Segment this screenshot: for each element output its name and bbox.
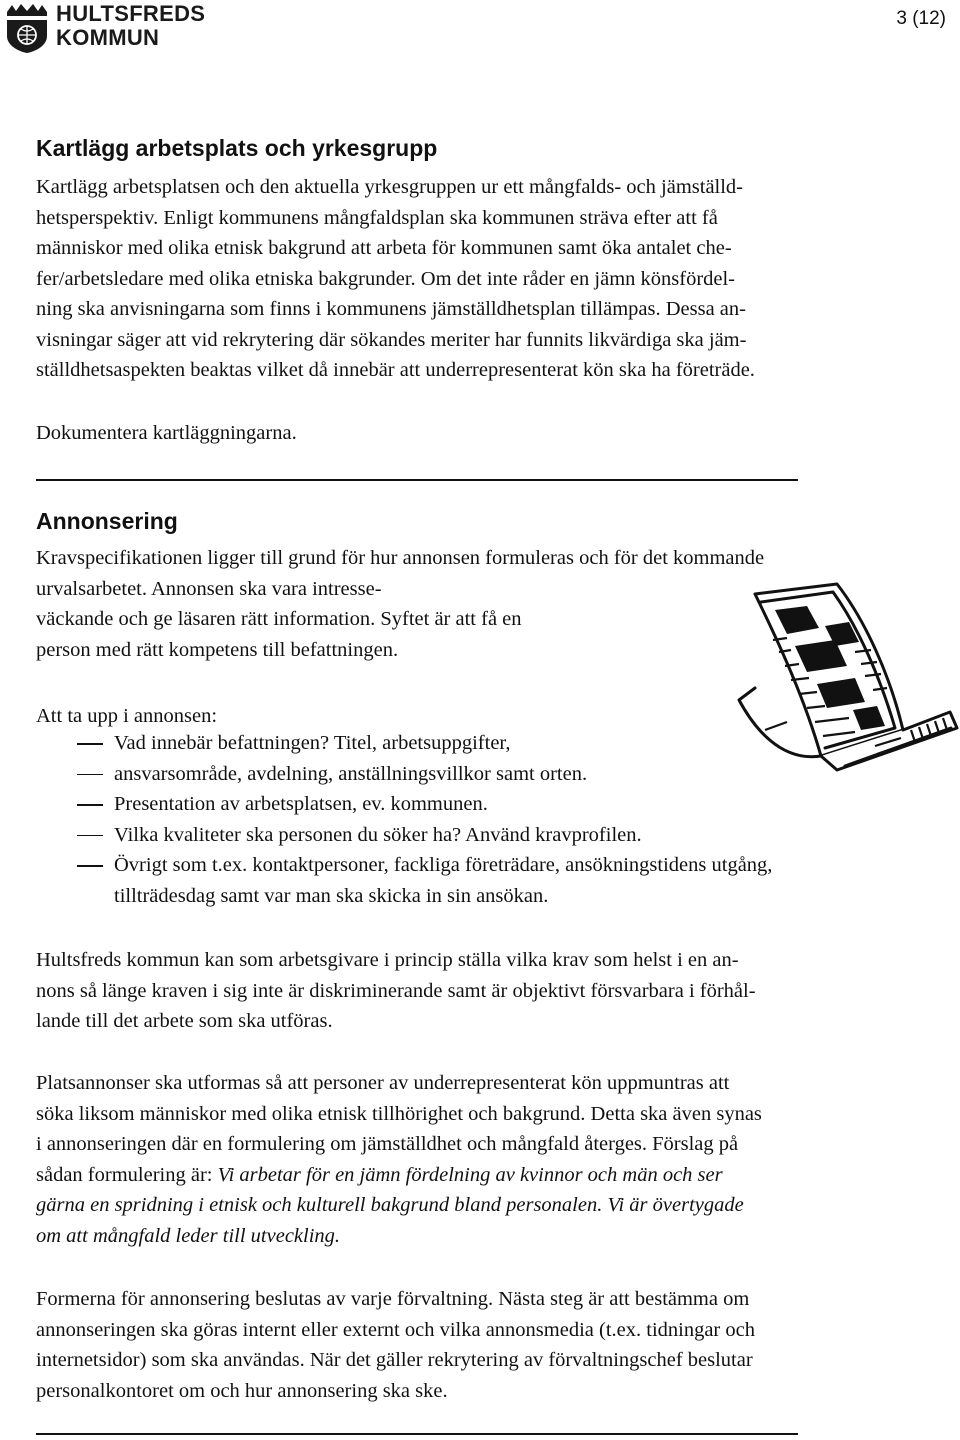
list-item-text: tillträdesdag samt var man ska skicka in sin ansökan. xyxy=(114,884,549,907)
text-line xyxy=(36,1160,762,1191)
text-line: i annonseringen där en formulering om jämställdhet och mångfald återges. Förslag på xyxy=(36,1133,739,1155)
list-item xyxy=(36,850,936,881)
text-line: nons så länge kraven i sig inte är diskriminerande samt är objektivt försvarbara i förhål- xyxy=(36,979,756,1002)
list-item-text: ansvarsområde, avdelning, anställningsvillkor samt orten. xyxy=(114,762,588,785)
text-line: personalkontoret om och hur annonsering ska ske. xyxy=(36,1379,448,1402)
section-divider xyxy=(36,479,798,481)
logo-line1: HULTSFREDS xyxy=(56,1,206,26)
documentation-note: Dokumentera kartläggningarna. xyxy=(36,422,297,444)
text-line: Kartlägg arbetsplatsen och den aktuella yrkesgruppen ur ett mångfalds- och jämställd- xyxy=(36,176,744,198)
crown-shield-icon xyxy=(4,2,50,54)
job-ads-paragraph xyxy=(36,1068,762,1251)
text-line xyxy=(36,1190,762,1221)
dash-bullet-icon xyxy=(77,743,103,745)
text-line: Platsannonser ska utformas så att personer av underrepresenterat kön uppmuntras att xyxy=(36,1072,730,1094)
dash-bullet-icon xyxy=(77,804,103,806)
text-line: Formerna för annonsering beslutas av varje förvaltning. Nästa steg är att bestämma om xyxy=(36,1288,750,1310)
section-heading-advertising: Annonsering xyxy=(36,508,178,534)
list-item xyxy=(36,728,936,759)
text-line: söka liksom människor med olika etnisk tillhörighet och bakgrund. Detta ska även synas xyxy=(36,1102,762,1125)
list-item xyxy=(36,789,936,820)
suggested-wording: Vi arbetar för en jämn fördelning av kvinnor och män och ser xyxy=(217,1163,723,1186)
list-title: Att ta upp i annonsen: xyxy=(36,705,218,727)
advertising-intro xyxy=(36,543,764,665)
text-line: människor med olika etnisk bakgrund att arbeta för kommunen samt öka antalet che- xyxy=(36,237,732,259)
suggested-wording: gärna en spridning i etnisk och kulturell bakgrund bland personalen. Vi är övertygade xyxy=(36,1194,744,1216)
text-line: fer/arbetsledare med olika etniska bakgrunder. Om det inte råder en jämn könsfördel- xyxy=(36,267,736,290)
text-line: person med rätt kompetens till befattningen. xyxy=(36,638,399,661)
page-bottom-divider xyxy=(36,1433,798,1435)
mapping-paragraph xyxy=(36,172,755,386)
list-item xyxy=(36,759,936,790)
list-item-text: Vad innebär befattningen? Titel, arbetsuppgifter, xyxy=(114,732,511,754)
suggestion-lead: sådan formulering är: xyxy=(36,1163,218,1186)
section-heading-mapping: Kartlägg arbetsplats och yrkesgrupp xyxy=(36,135,438,161)
logo-text xyxy=(56,2,205,50)
text-line: annonseringen ska göras internt eller externt och vilka annonsmedia (t.ex. tidningar och xyxy=(36,1318,755,1341)
employer-paragraph xyxy=(36,945,756,1037)
list-item-text: Presentation av arbetsplatsen, ev. kommunen. xyxy=(114,793,488,815)
text-line: Hultsfreds kommun kan som arbetsgivare i princip ställa vilka krav som helst i en an- xyxy=(36,949,739,971)
list-item-continuation xyxy=(36,881,936,912)
suggested-wording: om att mångfald leder till utveckling. xyxy=(36,1224,341,1247)
text-line: ning ska anvisningarna som finns i kommunens jämställdhetsplan tillämpas. Dessa an- xyxy=(36,298,746,320)
text-line xyxy=(36,1221,762,1252)
page-header xyxy=(0,0,960,60)
municipality-logo xyxy=(4,2,204,56)
list-item xyxy=(36,820,936,851)
text-line: internetsidor) som ska användas. När det gäller rekrytering av förvaltningschef beslutar xyxy=(36,1349,753,1371)
logo-line2: KOMMUN xyxy=(56,25,160,50)
dash-bullet-icon xyxy=(77,865,103,867)
text-line: hetsperspektiv. Enligt kommunens mångfaldsplan ska kommunen sträva efter att få xyxy=(36,206,718,229)
ad-forms-paragraph xyxy=(36,1284,755,1406)
dash-bullet-icon xyxy=(77,835,103,837)
text-line: lande till det arbete som ska utföras. xyxy=(36,1010,333,1032)
text-line: ställdhetsaspekten beaktas vilket då innebär att underrepresenterat kön ska ha företräde. xyxy=(36,359,755,381)
ad-content-list xyxy=(36,728,936,911)
text-line: visningar säger att vid rekrytering där sökandes meriter har funnits likvärdiga ska jäm- xyxy=(36,328,747,351)
text-line: urvalsarbetet. Annonsen ska vara intresse- xyxy=(36,577,382,600)
page-number: 3 (12) xyxy=(896,8,946,29)
list-item-text: Vilka kvaliteter ska personen du söker ha? Använd kravprofilen. xyxy=(114,823,642,846)
text-line: Kravspecifikationen ligger till grund för hur annonsen formuleras och för det kommande xyxy=(36,547,765,569)
dash-bullet-icon xyxy=(77,774,103,776)
text-line: väckande och ge läsaren rätt information. Syftet är att få en xyxy=(36,608,522,630)
list-item-text: Övrigt som t.ex. kontaktpersoner, fackliga företrädare, ansökningstidens utgång, xyxy=(114,854,773,876)
